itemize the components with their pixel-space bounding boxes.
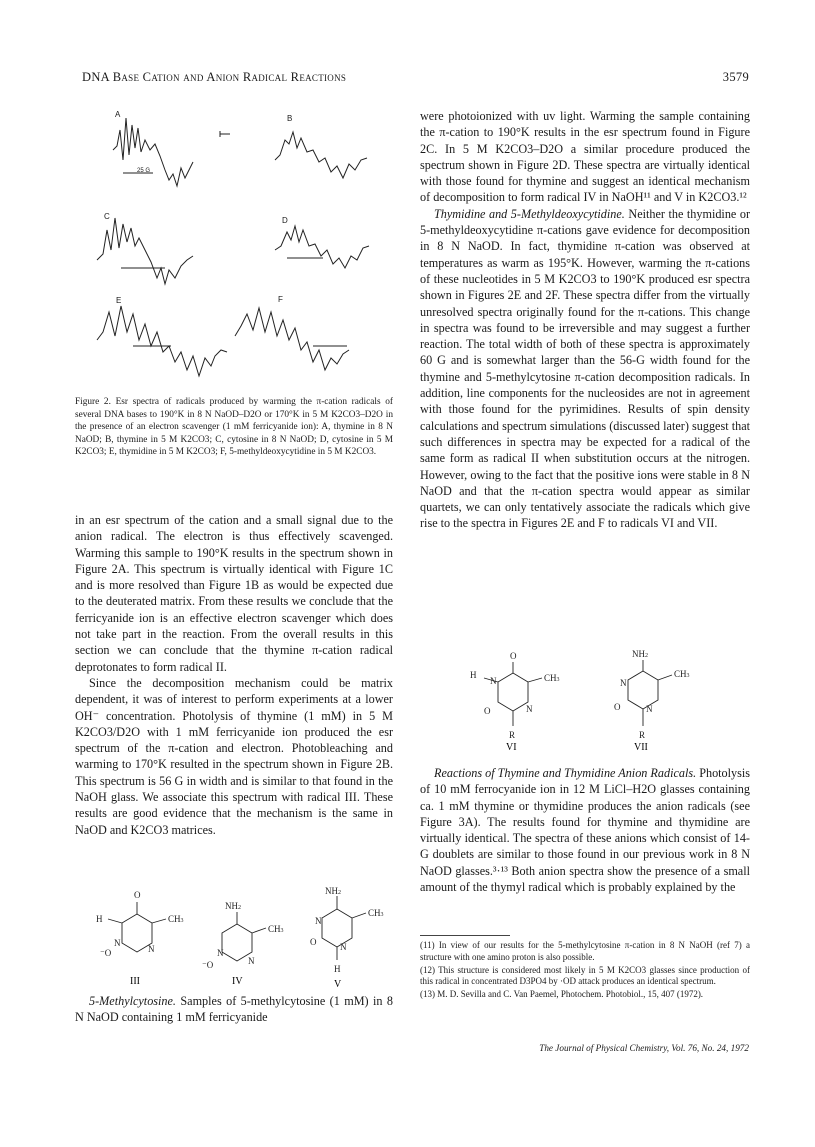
svg-text:⁻O: ⁻O <box>202 960 214 970</box>
footnote-13: (13) M. D. Sevilla and C. Van Paemel, Photochem. Photobiol., 15, 407 (1972). <box>420 989 704 1000</box>
panel-label-b: B <box>287 114 293 123</box>
svg-text:O: O <box>134 890 141 900</box>
structure-label-vii: VII <box>634 742 648 753</box>
structure-label-vi: VI <box>506 742 517 753</box>
svg-text:⁻O: ⁻O <box>100 948 112 958</box>
panel-label-d: D <box>282 216 288 225</box>
svg-text:NH2: NH2 <box>325 886 341 896</box>
svg-text:H: H <box>96 914 103 924</box>
svg-text:R: R <box>509 730 516 740</box>
svg-text:O: O <box>510 651 517 661</box>
right-paragraph-2: Neither the thymidine or 5-methyldeoxycytidine π-cations gave evidence for decomposition in 8 N NaOD. In fact, thymidine π-cation was observed at temperatures as warm as 195°K. However, warming the π-cations of these nucleotides in 5 M K2CO3 to 190°K produced esr spectra shown in Figures 2E and 2F. These spectra differ from the virtually unresolved spectra originally found for the π-cations. This change in spectra was found to be irreversible and may suggest a further reaction. The total width of both of these spectra is approximately 60 G and is somewhat larger than the 56-G width found for the thymine and 5-methylcytosine π-cation decomposition radicals. In addition, line components for the nucleosides are not in agreement with those found for the pyrimidines. Results of spin density calculations and spectrum simulations (discussed later) suggest that such differences in spectra may be expected for a radical of the same form as radical II when substitution occurs at the nitrogen. However, owing to the fact that the positive ions were stable in 8 N NaOD and that the π-cation spectra would appear as similar quartets, we can only tentatively associate the radicals which give rise to the spectra in Figures 2E and F to radicals VI and VII. <box>420 206 751 531</box>
structure-label-iv: IV <box>232 976 243 987</box>
spectrum-trace-b <box>275 132 367 178</box>
svg-text:CH3: CH3 <box>544 673 560 683</box>
left-paragraph-3: Samples of 5-methylcytosine (1 mM) in 8 N NaOD containing 1 mM ferricyanide <box>75 994 394 1025</box>
right-column-bottom <box>420 765 750 895</box>
structure-label-iii: III <box>130 976 140 987</box>
svg-text:N: N <box>315 916 322 926</box>
svg-text:H: H <box>470 670 477 680</box>
footnotes <box>420 940 750 1002</box>
svg-text:O: O <box>484 706 491 716</box>
running-title: DNA Base Cation and Anion Radical Reactions <box>82 70 347 84</box>
svg-text:N: N <box>490 676 497 686</box>
page-number: 3579 <box>722 70 749 84</box>
right-column-top <box>420 108 750 532</box>
heading-anion-radicals: Reactions of Thymine and Thymidine Anion Radicals. <box>434 766 697 780</box>
svg-text:CH3: CH3 <box>268 924 284 934</box>
panel-label-a: A <box>115 110 121 119</box>
svg-text:N: N <box>646 704 653 714</box>
svg-text:NH2: NH2 <box>225 901 241 911</box>
left-column-bottom <box>75 993 393 1026</box>
spectrum-trace-f <box>235 308 349 370</box>
left-paragraph-1: in an esr spectrum of the cation and a small signal due to the anion radical. The electron is thus effectively scavenged. Warming this sample to 190°K results in the spectrum shown in Figure 2A. This spectrum is virtually identical with Figure 1C and is more resolved than Figure 1B as would be expected due to the deuterated matrix. From these results we conclude that the ferricyanide ion is an effective electron scavenger which does not take part in the reaction. From the overall results in this section we can conclude that the thymine π-cation radical deprotonates to form radical II. <box>75 513 393 674</box>
footnote-12: (12) This structure is considered most likely in 5 M K2CO3 glasses since production of this radical in concentrated D3PO4 by ·OD attack produces an identical spectrum. <box>420 964 750 987</box>
svg-text:N: N <box>217 948 224 958</box>
svg-text:N: N <box>114 938 121 948</box>
journal-footer: The Journal of Physical Chemistry, Vol. 76, No. 24, 1972 <box>539 1043 749 1053</box>
svg-text:N: N <box>248 956 255 966</box>
structures-vi-vii <box>460 650 710 754</box>
heading-thymidine: Thymidine and 5-Methyldeoxycytidine. <box>434 206 625 221</box>
scale-label: 25 G <box>137 168 151 174</box>
svg-text:N: N <box>340 942 347 952</box>
right-paragraph-3: Photolysis of 10 mM ferrocyanide ion in 12 M LiCl–H2O glasses containing ca. 1 mM thymine or thymidine produces the anion radicals (see Figure 3A). The results found for thymine and thymidine are virtually identical. The spectra of these anions which consist of 14-G doublets are similar to those found in our previous work in 8 N NaOD glasses.³·¹³ Both anion spectra show the presence of a small amount of the thymyl radical which is probably explained by the <box>420 766 751 895</box>
svg-text:N: N <box>148 944 155 954</box>
svg-text:NH2: NH2 <box>632 649 648 659</box>
left-column-top <box>75 512 393 838</box>
spectra-traces <box>75 100 395 390</box>
spectrum-trace-d <box>275 226 369 268</box>
structure-label-v: V <box>334 979 342 990</box>
footnote-rule <box>420 935 510 936</box>
svg-text:O: O <box>614 702 621 712</box>
panel-label-f: F <box>278 295 283 304</box>
svg-text:CH3: CH3 <box>674 669 690 679</box>
panel-label-e: E <box>116 296 122 305</box>
figure-caption: Figure 2. Esr spectra of radicals produced by warming the π-cation radicals of several DNA bases to 190°K in 8 N NaOD–D2O or 170°K in 5 M K2CO3–D2O in the presence of an electron scavenger (1 mM ferricyanide ion): A, thymine in 8 N NaOD; B, thymine in 5 M K2CO3; C, cytosine in 8 N NaOD; D, cytosine in 5 M K2CO3; E, thymidine in 5 M K2CO3; F, 5-methyldeoxycytidine in 5 M K2CO3. <box>75 397 393 458</box>
spectrum-trace-e <box>97 306 227 376</box>
footnote-11: (11) In view of our results for the 5-methylcytosine π-cation in 8 N NaOH (ref 7) a structure with one amino proton is also possible. <box>420 940 750 962</box>
svg-text:CH3: CH3 <box>368 908 384 918</box>
svg-text:O: O <box>310 937 317 947</box>
heading-5-methylcytosine: 5-Methylcytosine. <box>89 994 176 1008</box>
spectrum-trace-a <box>113 118 193 186</box>
right-paragraph-1: were photoionized with uv light. Warming the sample containing the π-cation to 190°K results in the esr spectrum found in Figure 2C. In 5 M K2CO3–D2O a similar procedure produced the spectrum shown in Figure 2D. These spectra are virtually identical with those found for thymine and suggest an identical mechanism of decomposition to form radical IV in NaOH¹¹ and V in K2CO3.¹² <box>420 109 750 205</box>
spectrum-trace-c <box>97 218 193 284</box>
structures-iii-iv-v <box>82 888 382 990</box>
svg-text:H: H <box>334 964 341 974</box>
svg-text:N: N <box>526 704 533 714</box>
panel-label-c: C <box>104 212 110 221</box>
left-paragraph-2: Since the decomposition mechanism could be matrix dependent, it was of interest to perform experiments at a lower OH⁻ concentration. Photolysis of thymine (1 mM) in 5 M K2CO3/D2O with 1 mM ferricyanide ion produced the esr spectrum of the π-cation and electron. Photobleaching and warming to 170°K resulted in the spectrum shown in Figure 2B. This spectrum is 56 G in width and is similar to that found in the NaOH glass. We associate this spectrum with radical III. These results are good evidence that the mechanism is the same in NaOD and K2CO3 matrices. <box>75 675 393 837</box>
svg-text:R: R <box>639 730 646 740</box>
svg-text:CH3: CH3 <box>168 914 184 924</box>
figure-2-spectra <box>75 100 395 390</box>
svg-text:N: N <box>620 678 627 688</box>
